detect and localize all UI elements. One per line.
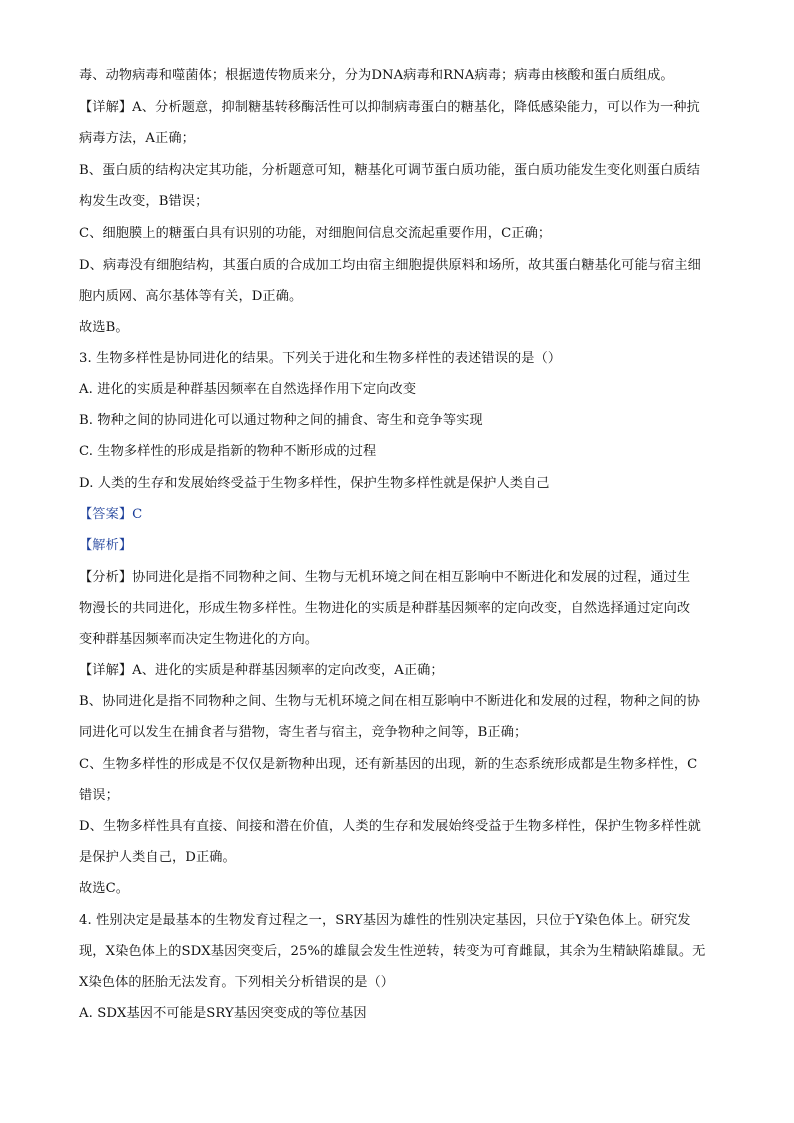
option-b: B. 物种之间的协同进化可以通过物种之间的捕食、寄生和竞争等实现 [79,413,483,428]
option-c: C. 生物多样性的形成是指新的物种不断形成的过程 [79,444,377,459]
option-a: A. SDX基因不可能是SRY基因突变成的等位基因 [79,1006,367,1021]
text-line: X染色体的胚胎无法发育。下列相关分析错误的是（） [79,975,395,990]
text-line: D、病毒没有细胞结构，其蛋白质的合成加工均由宿主细胞提供原料和场所，故其蛋白糖基化可能与宿主细 [79,258,701,273]
text-line: 是保护人类自己，D正确。 [79,850,236,865]
text-line: 物漫长的共同进化，形成生物多样性。生物进化的实质是种群基因频率的定向改变，自然选择通过定向改 [79,601,691,616]
text-line: C、生物多样性的形成是不仅仅是新物种出现，还有新基因的出现，新的生态系统形成都是生物多样性，C [79,757,698,772]
text-line: 变种群基因频率而决定生物进化的方向。 [79,632,319,647]
text-line: D、生物多样性具有直接、间接和潜在价值，人类的生存和发展始终受益于生物多样性，保护生物多样性就 [79,819,701,834]
question-4-stem: 4. 性别决定是最基本的生物发育过程之一，SRY基因为雄性的性别决定基因，只位于Y染色体上。研究发 [79,913,691,928]
option-d: D. 人类的生存和发展始终受益于生物多样性，保护生物多样性就是保护人类自己 [79,476,550,491]
text-line: 病毒方法，A正确； [79,131,195,146]
text-line: 同进化可以发生在捕食者与猎物，寄生者与宿主，竞争物种之间等，B正确； [79,725,528,740]
option-a: A. 进化的实质是种群基因频率在自然选择作用下定向改变 [79,382,417,397]
text-line: 故选C。 [79,881,130,896]
text-line: 构发生改变，B错误； [79,194,209,209]
text-line: 现，X染色体上的SDX基因突变后，25%的雄鼠会发生性逆转，转变为可育雌鼠，其余为生精缺陷雄鼠。无 [79,944,706,959]
text-line: C、细胞膜上的糖蛋白具有识别的功能，对细胞间信息交流起重要作用，C正确； [79,226,552,241]
text-line: 【详解】A、进化的实质是种群基因频率的定向改变，A正确； [79,663,444,678]
text-line: 【详解】A、分析题意，抑制糖基转移酶活性可以抑制病毒蛋白的糖基化，降低感染能力，可以作为一种抗 [79,100,700,115]
text-line: 故选B。 [79,320,129,335]
question-3-stem: 3. 生物多样性是协同进化的结果。下列关于进化和生物多样性的表述错误的是（） [79,351,562,366]
text-line: 错误； [79,788,119,803]
text-line: B、蛋白质的结构决定其功能，分析题意可知，糖基化可调节蛋白质功能，蛋白质功能发生变化则蛋白质结 [79,163,701,178]
text-line: 【分析】协同进化是指不同物种之间、生物与无机环境之间在相互影响中不断进化和发展的过程，通过生 [79,570,691,585]
text-line: 胞内质网、高尔基体等有关，D正确。 [79,289,303,304]
analysis-label: 【解析】 [79,538,133,553]
answer-label: 【答案】C [79,507,143,522]
text-line: 毒、动物病毒和噬菌体；根据遗传物质来分，分为DNA病毒和RNA病毒；病毒由核酸和蛋白质组成。 [79,68,674,83]
text-line: B、协同进化是指不同物种之间、生物与无机环境之间在相互影响中不断进化和发展的过程，物种之间的协 [79,694,701,709]
